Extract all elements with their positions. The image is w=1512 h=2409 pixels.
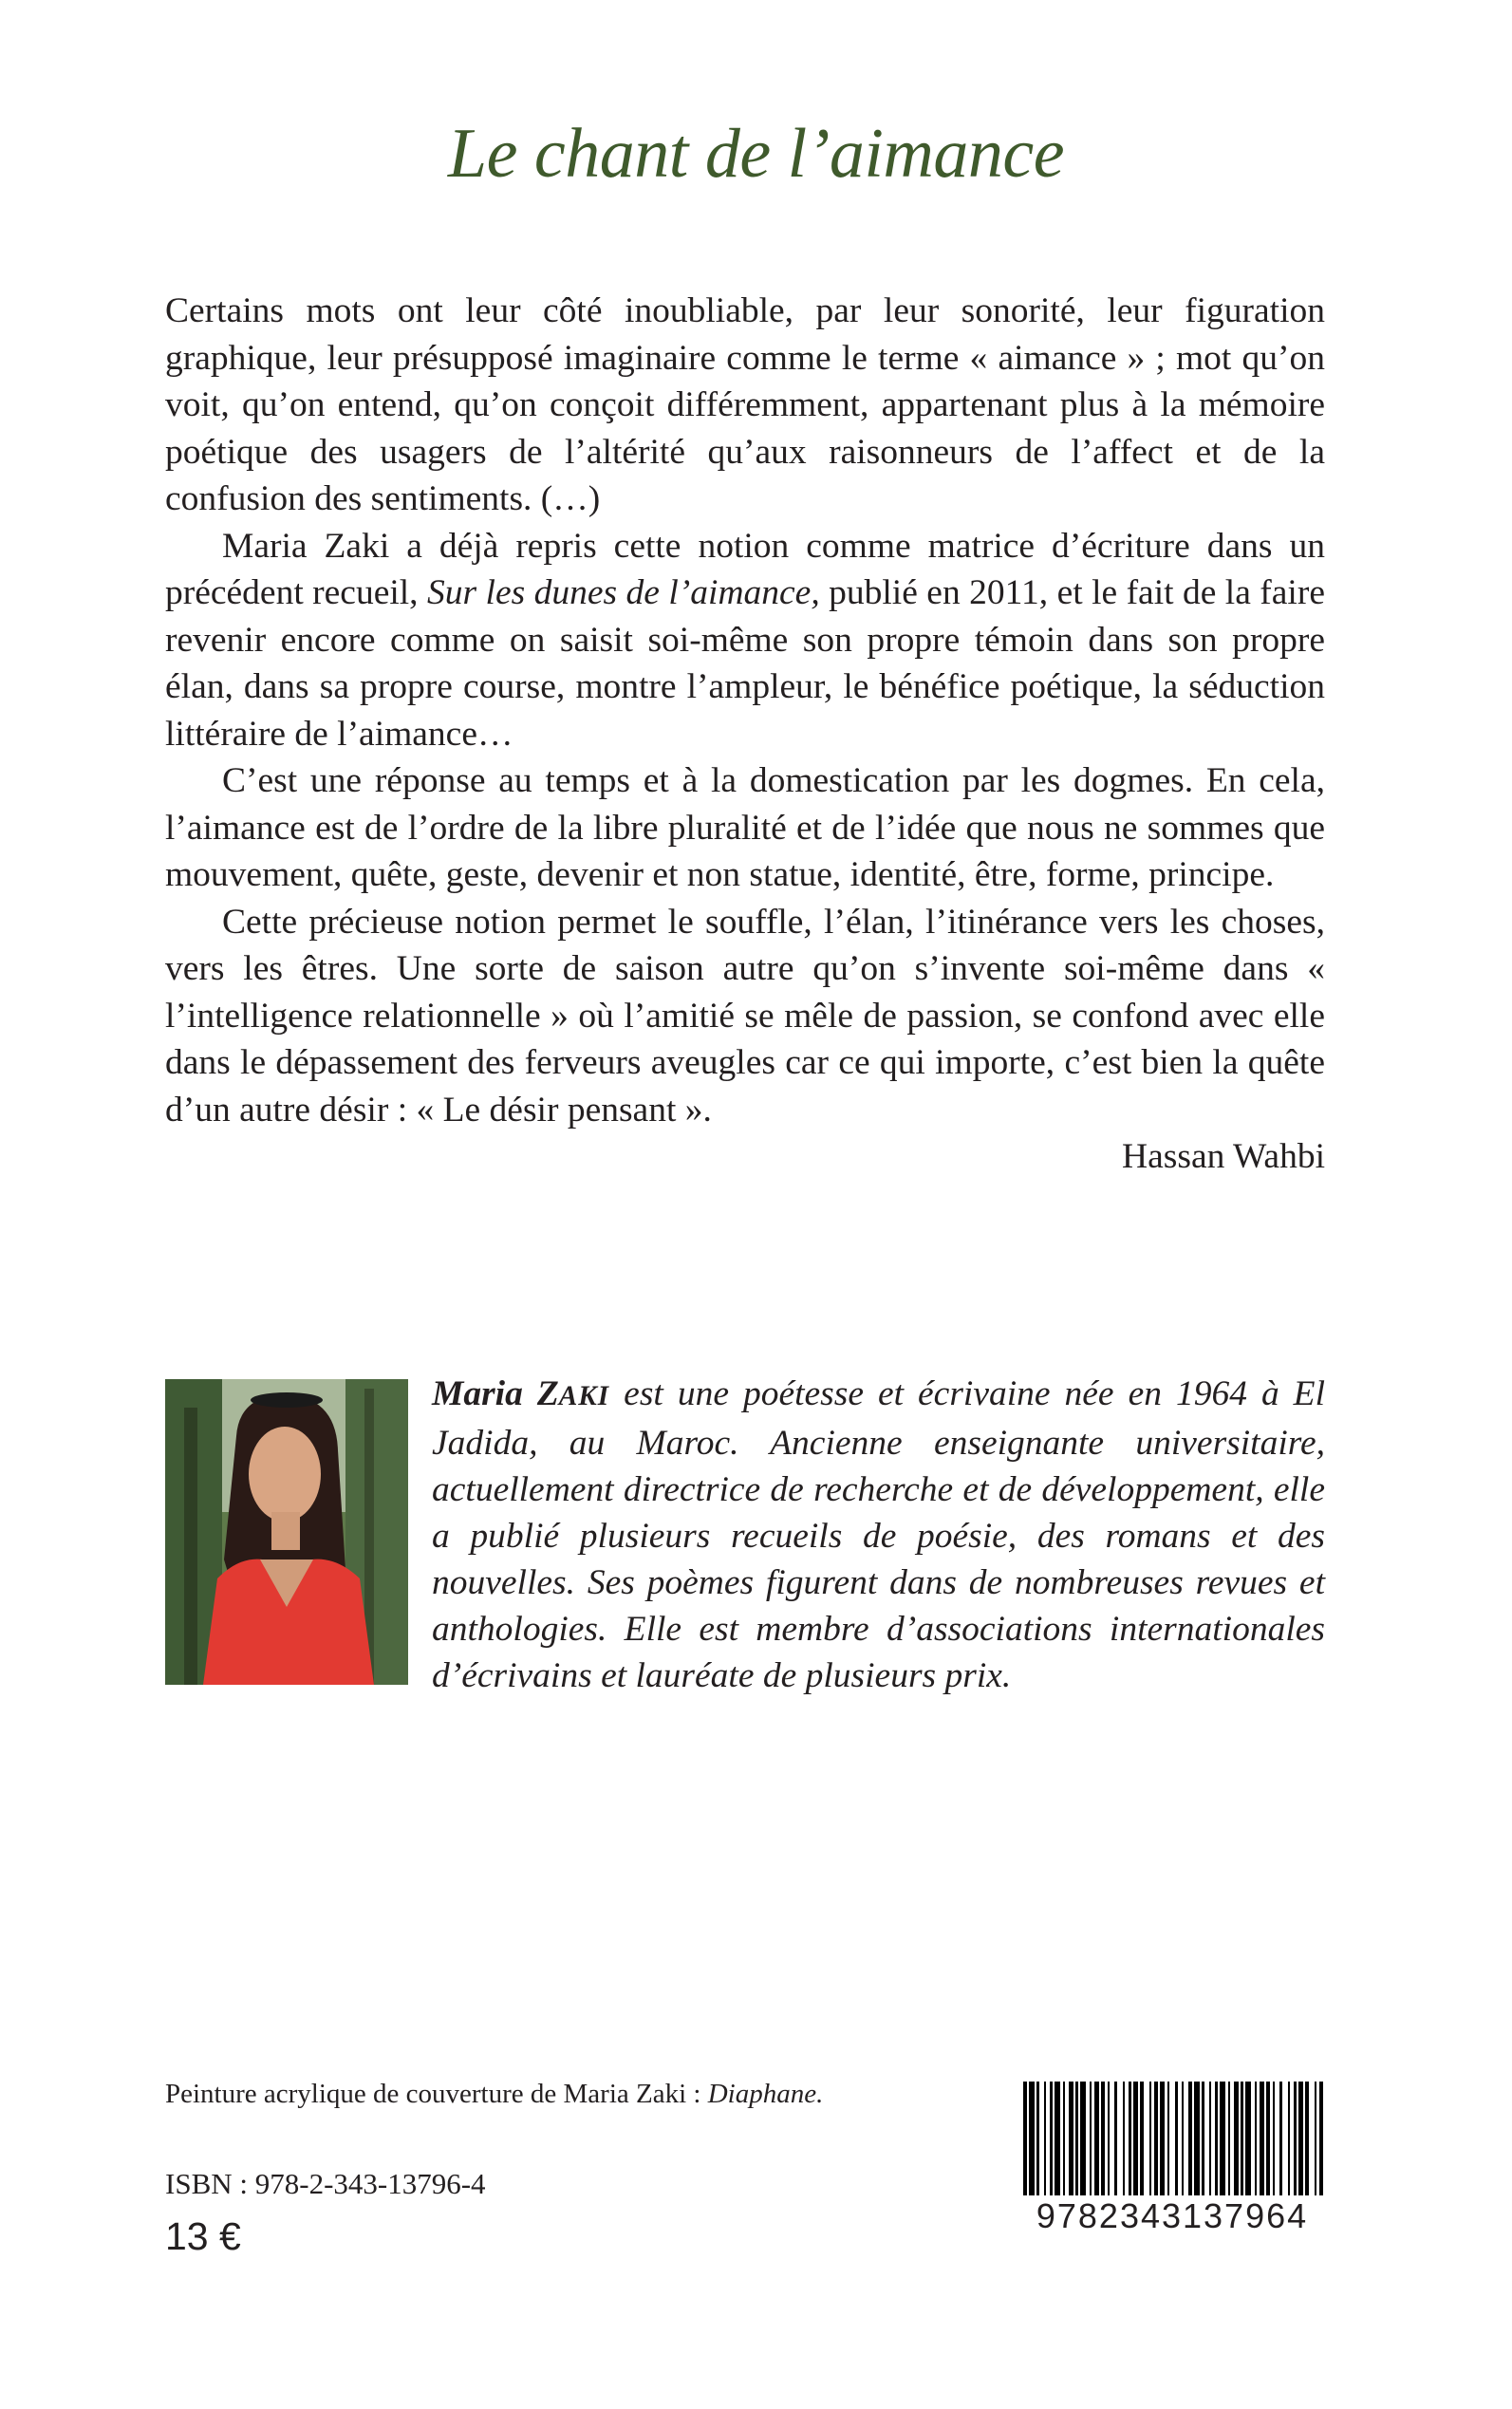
cover-art-work-title: Diaphane. <box>707 2079 824 2109</box>
barcode-bar <box>1315 2082 1316 2195</box>
barcode-bar <box>1080 2082 1086 2195</box>
author-biography <box>432 1371 1325 1699</box>
barcode-bar <box>1255 2082 1257 2195</box>
barcode-bar <box>1305 2082 1309 2195</box>
barcode-bar <box>1273 2082 1275 2195</box>
barcode-bar <box>1133 2082 1138 2195</box>
barcode-digits: 9782343137964 <box>1025 2199 1319 2233</box>
barcode-bar <box>1101 2082 1105 2195</box>
book-title: Le chant de l’aimance <box>447 115 1065 193</box>
author-name <box>432 1374 609 1413</box>
blurb-paragraph-2-start: Maria Zaki a déjà repris cette notion comme matrice d’écriture dans un précédent recueil, <box>165 526 1325 612</box>
blurb-paragraph-2 <box>165 523 1325 758</box>
blurb-paragraph-3: C’est une réponse au temps et à la domestication par les dogmes. En cela, l’aimance est de l’ordre de la libre pluralité et de l’idée que nous ne sommes que mouvement, quête, geste, devenir et non statue, identité, être, forme, principe. <box>165 761 1325 894</box>
barcode-bar <box>1202 2082 1204 2195</box>
barcode-bar <box>1266 2082 1270 2195</box>
blurb-paragraph-4: Cette précieuse notion permet le souffle, l’élan, l’itinérance vers les choses, vers les êtres. Une sorte de saison autre qu’on s’invente soi-même dans « l’intelligence relationnelle » où l’amitié se mêle de passion, se confond avec elle dans le dépassement des ferveurs aveugles car ce qui importe, c’est bien la quête d’un autre désir : « Le désir pensant ». <box>165 902 1325 1130</box>
barcode-bar <box>1288 2082 1290 2195</box>
barcode-bar <box>1069 2082 1073 2195</box>
barcode-bar <box>1129 2082 1131 2195</box>
barcode-bar <box>1123 2082 1125 2195</box>
barcode-bar <box>1209 2082 1211 2195</box>
barcode-bar <box>1182 2082 1184 2195</box>
blurb-signature: Hassan Wahbi <box>1122 1137 1325 1176</box>
barcode-bar <box>1108 2082 1110 2195</box>
barcode-bar <box>1154 2082 1158 2195</box>
barcode-bar <box>1036 2082 1039 2195</box>
barcode-bar <box>1220 2082 1225 2195</box>
barcode-bar <box>1114 2082 1117 2195</box>
barcode-bar <box>1029 2082 1035 2195</box>
cover-art-credit-text: Peinture acrylique de couverture de Maria Zaki : <box>165 2079 708 2109</box>
barcode-bar <box>1319 2082 1323 2195</box>
blurb-paragraph-1: Certains mots ont leur côté inoubliable, par leur sonorité, leur figuration graphique, leur présupposé imaginaire comme le terme « aimance » ; mot qu’on voit, qu’on entend, qu’on conçoit différemment, appartenant plus à la mémoire poétique des usagers de l’altérité qu’aux raisonneurs de l’affect et de la confusion des sentiments. (…) <box>165 291 1325 518</box>
barcode-bar <box>1050 2082 1053 2195</box>
barcode-bar <box>1075 2082 1078 2195</box>
barcode-bar <box>1294 2082 1297 2195</box>
barcode-bar <box>1298 2082 1303 2195</box>
barcode-bar <box>1279 2082 1282 2195</box>
barcode-bar <box>1188 2082 1192 2195</box>
barcode-bar <box>1245 2082 1251 2195</box>
barcode-bar <box>1055 2082 1060 2195</box>
cited-book-title: Sur les dunes de l’aimance, <box>427 573 820 612</box>
author-first-name: Maria <box>432 1374 523 1413</box>
author-last-name-rest: AKI <box>558 1381 610 1411</box>
barcode-bar <box>1167 2082 1169 2195</box>
back-cover-blurb <box>165 288 1325 1181</box>
barcode-bar <box>1241 2082 1243 2195</box>
barcode-bar <box>1094 2082 1099 2195</box>
author-last-name-initial: Z <box>536 1374 559 1413</box>
barcode-bar <box>1175 2082 1178 2195</box>
barcode <box>1017 2082 1329 2264</box>
barcode-bar <box>1234 2082 1239 2195</box>
price: 13 € <box>165 2214 241 2258</box>
barcode-bar <box>1228 2082 1230 2195</box>
blurb-paragraph-2-end: publié en 2011, et le fait de la faire revenir encore comme on saisit soi-même son propre témoin dans son propre élan, dans sa propre course, montre l’ampleur, le bénéfice poétique, la séduction littéraire de l’aimance… <box>165 573 1325 754</box>
barcode-bar <box>1215 2082 1218 2195</box>
cover-art-credit <box>165 2079 823 2110</box>
barcode-bar <box>1140 2082 1144 2195</box>
barcode-bar <box>1023 2082 1027 2195</box>
barcode-bar <box>1149 2082 1151 2195</box>
isbn: ISBN : 978-2-343-13796-4 <box>165 2167 486 2200</box>
author-biography-text: est une poétesse et écrivaine née en 1964 à El Jadida, au Maroc. Ancienne enseignante universitaire, actuellement directrice de recherche et de développement, elle a publié plusieurs recueils de poésie, des romans et des nouvelles. Ses poèmes figurent dans de nombreuses revues et anthologies. Elle est membre d’associations internationales d’écrivains et lauréate de plusieurs prix. <box>432 1374 1326 1695</box>
barcode-bar <box>1160 2082 1165 2195</box>
barcode-bar <box>1044 2082 1046 2195</box>
author-photo <box>165 1379 408 1685</box>
barcode-bar <box>1194 2082 1200 2195</box>
barcode-bar <box>1260 2082 1264 2195</box>
barcode-bar <box>1090 2082 1092 2195</box>
barcode-bar <box>1063 2082 1065 2195</box>
